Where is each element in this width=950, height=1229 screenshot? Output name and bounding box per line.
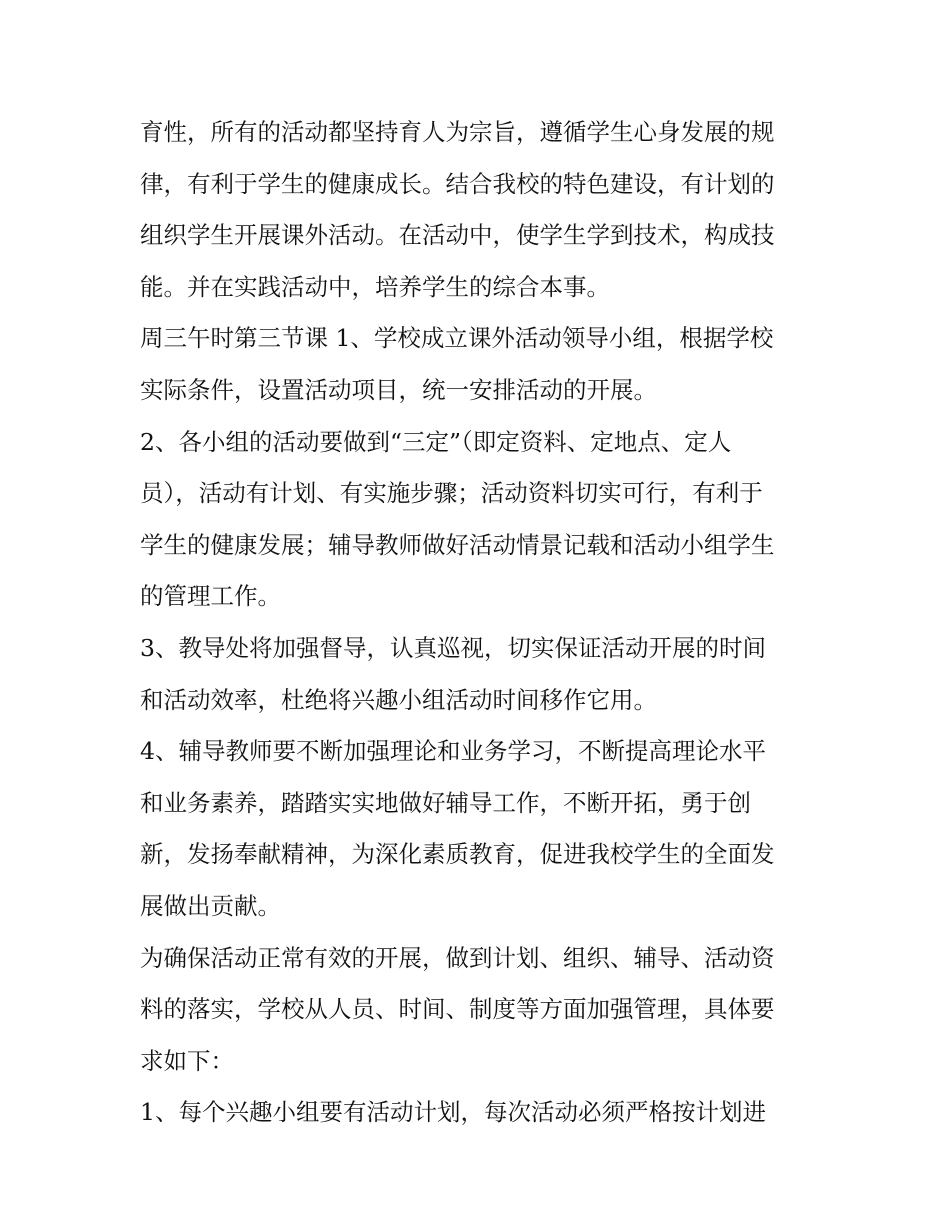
text-line-17: 为确保活动正常有效的开展，做到计划、组织、辅导、活动资 bbox=[140, 943, 775, 972]
text-line-15: 新，发扬奉献精神，为深化素质教育，促进我校学生的全面发 bbox=[140, 840, 775, 869]
text-line-11: 3、教导处将加强督导，认真巡视，切实保证活动开展的时间 bbox=[140, 633, 766, 662]
text-line-13: 4、辅导教师要不断加强理论和业务学习，不断提高理论水平 bbox=[140, 737, 766, 766]
text-line-18: 料的落实，学校从人员、时间、制度等方面加强管理，具体要 bbox=[140, 995, 775, 1024]
text-line-10: 的管理工作。 bbox=[140, 582, 281, 611]
text-line-4: 能。并在实践活动中，培养学生的综合本事。 bbox=[140, 272, 610, 301]
text-line-5: 周三午时第三节课 1、学校成立课外活动领导小组，根据学校 bbox=[140, 324, 774, 353]
text-line-14: 和业务素养，踏踏实实地做好辅导工作，不断开拓，勇于创 bbox=[140, 788, 751, 817]
text-line-1: 育性，所有的活动都坚持育人为宗旨，遵循学生心身发展的规 bbox=[140, 118, 775, 146]
text-line-2: 律，有利于学生的健康成长。结合我校的特色建设，有计划的 bbox=[140, 169, 775, 198]
text-line-8: 员），活动有计划、有实施步骤；活动资料切实可行，有利于 bbox=[140, 479, 763, 508]
text-line-9: 学生的健康发展；辅导教师做好活动情景记载和活动小组学生 bbox=[140, 530, 775, 559]
text-line-16: 展做出贡献。 bbox=[140, 891, 281, 920]
text-line-12: 和活动效率，杜绝将兴趣小组活动时间移作它用。 bbox=[140, 685, 657, 714]
text-line-6: 实际条件，设置活动项目，统一安排活动的开展。 bbox=[140, 375, 657, 404]
text-line-7: 2、各小组的活动要做到“三定”（即定资料、定地点、定人 bbox=[140, 427, 732, 456]
text-line-20: 1、每个兴趣小组要有活动计划，每次活动必须严格按计划进 bbox=[140, 1098, 766, 1127]
text-line-3: 组织学生开展课外活动。在活动中，使学生学到技术，构成技 bbox=[140, 221, 775, 250]
body-text bbox=[140, 107, 820, 1139]
text-line-19: 求如下： bbox=[140, 1046, 234, 1075]
